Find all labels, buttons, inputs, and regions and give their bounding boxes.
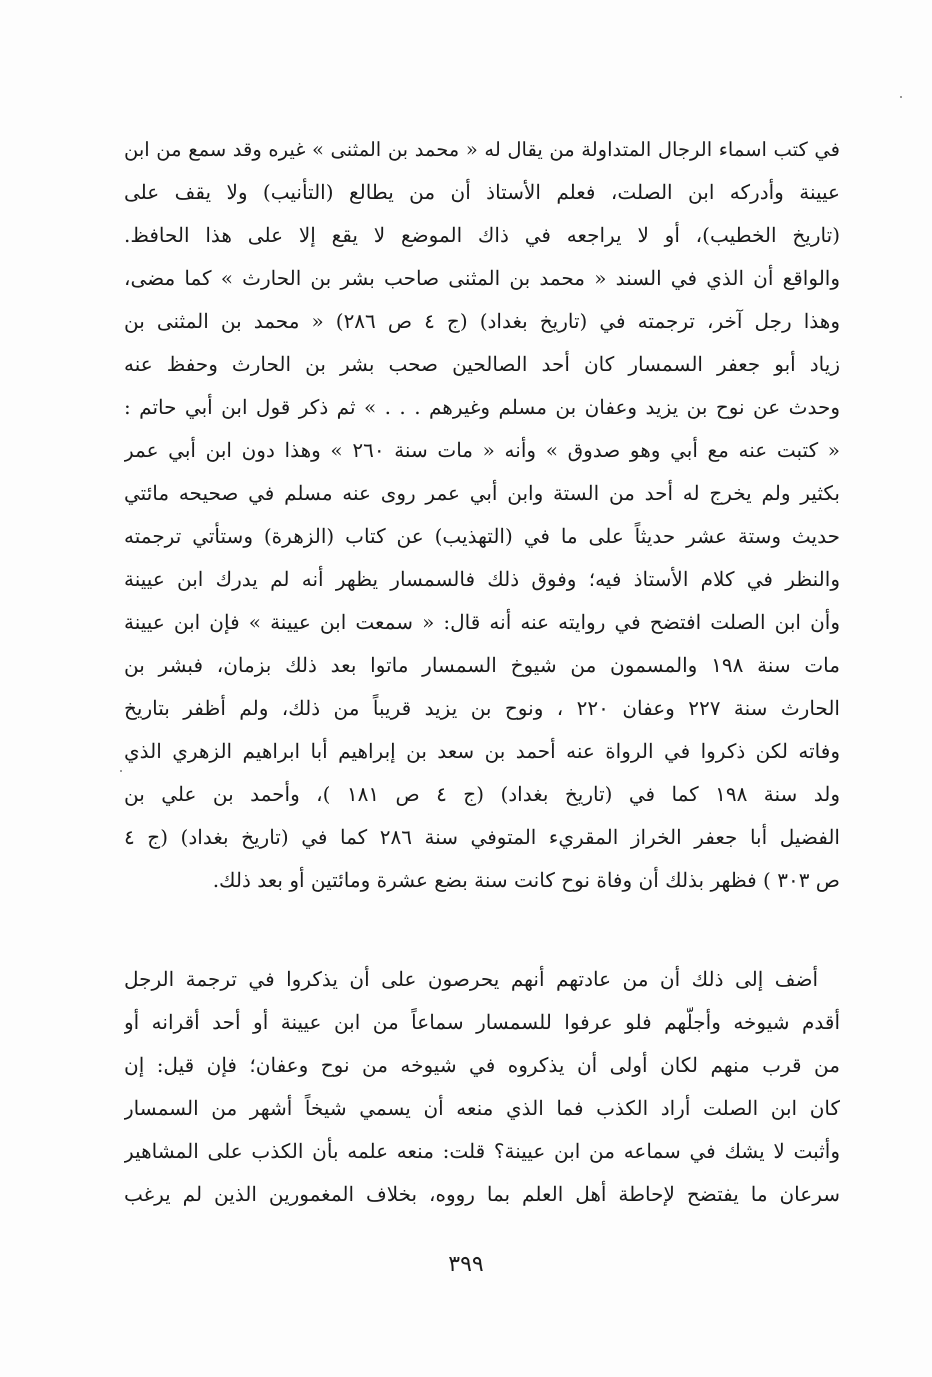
page-number: ٣٩٩ [448,1252,484,1277]
text-line: ولد سنة ١٩٨ كما في (تاريخ بغداد) (ج ٤ ص ١٨١ )، وأحمد بن علي بن [124,782,840,806]
text-line: كان ابن الصلت أراد الكذب فما الذي منعه أن يسمي شيخاً أشهر من السمسار [124,1096,840,1120]
text-line: في كتب اسماء الرجال المتداولة من يقال له « محمد بن المثنى » غيره وقد سمع من ابن [124,138,840,161]
text-line: وحدث عن نوح بن يزيد وعفان بن مسلم وغيرهم . . . » ثم ذكر قول ابن أبي حاتم : [124,395,840,419]
text-line: عيينة وأدركه ابن الصلت، فعلم الأستاذ أن من يطالع (التأنيب) ولا يقف على [124,180,840,204]
text-line: والنظر في كلام الأستاذ فيه؛ وفوق ذلك فالسمسار يظهر أنه لم يدرك ابن عيينة [124,567,840,591]
text-line: بكثير ولم يخرج له أحد من الستة وابن أبي عمر روى عنه مسلم في صحيحه مائتي [124,481,840,505]
text-line: من قرب منهم لكان أولى أن يذكروه في شيوخه من نوح وعفان؛ فإن قيل: إن [124,1053,840,1077]
paragraph-2 [124,958,840,1216]
text-line: الحارث سنة ٢٢٧ وعفان ٢٢٠ ، ونوح بن يزيد قريباً من ذلك، ولم أظفر بتاريخ [124,696,840,720]
text-line: « كتبت عنه مع أبي وهو صدوق » وأنه « مات سنة ٢٦٠ » وهذا دون ابن أبي عمر [124,438,840,462]
text-line: أضف إلى ذلك أن من عادتهم أنهم يحرصون على أن يذكروا في ترجمة الرجل [124,967,819,991]
text-line: وأن ابن الصلت افتضح في روايته عنه أنه قال: « سمعت ابن عيينة » فإن ابن عيينة [124,610,840,634]
text-line: أقدم شيوخه وأجلّهم فلو عرفوا للسمسار سماعاً من ابن عيينة أو أحد أقرانه أو [124,1010,840,1034]
text-line: وأثبت لا يشك في سماعه من ابن عيينة؟ قلت: منعه علمه بأن الكذب على المشاهير [124,1139,840,1163]
scan-speck [900,96,902,98]
text-line: (تاريخ الخطيب)، أو لا يراجعه في ذاك الموضع لا يقع إلا على هذا الحافظ. [124,223,840,247]
text-line: حديث وستة عشر حديثاً على ما في (التهذيب) عن كتاب (الزهرة) وستأتي ترجمته [124,524,840,548]
text-line: وفاته لكن ذكروا في الرواة عنه أحمد بن سعد بن إبراهيم أبا ابراهيم الزهري الذي [124,739,840,763]
text-line: وهذا رجل آخر، ترجمته في (تاريخ بغداد) (ج ٤ ص ٢٨٦) « محمد بن المثنى بن [124,309,840,333]
paragraph-1 [124,128,840,902]
text-line: الفضيل أبا جعفر الخراز المقريء المتوفي سنة ٢٨٦ كما في (تاريخ بغداد) (ج ٤ [124,825,840,849]
text-line: والواقع أن الذي في السند « محمد بن المثنى صاحب بشر بن الحارث » كما مضى، [124,266,840,290]
text-line: مات سنة ١٩٨ والمسمون من شيوخ السمسار ماتوا بعد ذلك بزمان، فبشر بن [124,653,840,677]
text-line: ص ٣٠٣ ) فظهر بذلك أن وفاة نوح كانت سنة بضع عشرة ومائتين أو بعد ذلك. [212,868,840,892]
scan-speck [120,770,122,772]
text-line: سرعان ما يفتضح لإحاطة أهل العلم بما رووه، بخلاف المغمورين الذين لم يرغب [124,1182,840,1206]
text-line: زياد أبو جعفر السمسار كان أحد الصالحين صحب بشر بن الحارث وحفظ عنه [124,352,840,376]
